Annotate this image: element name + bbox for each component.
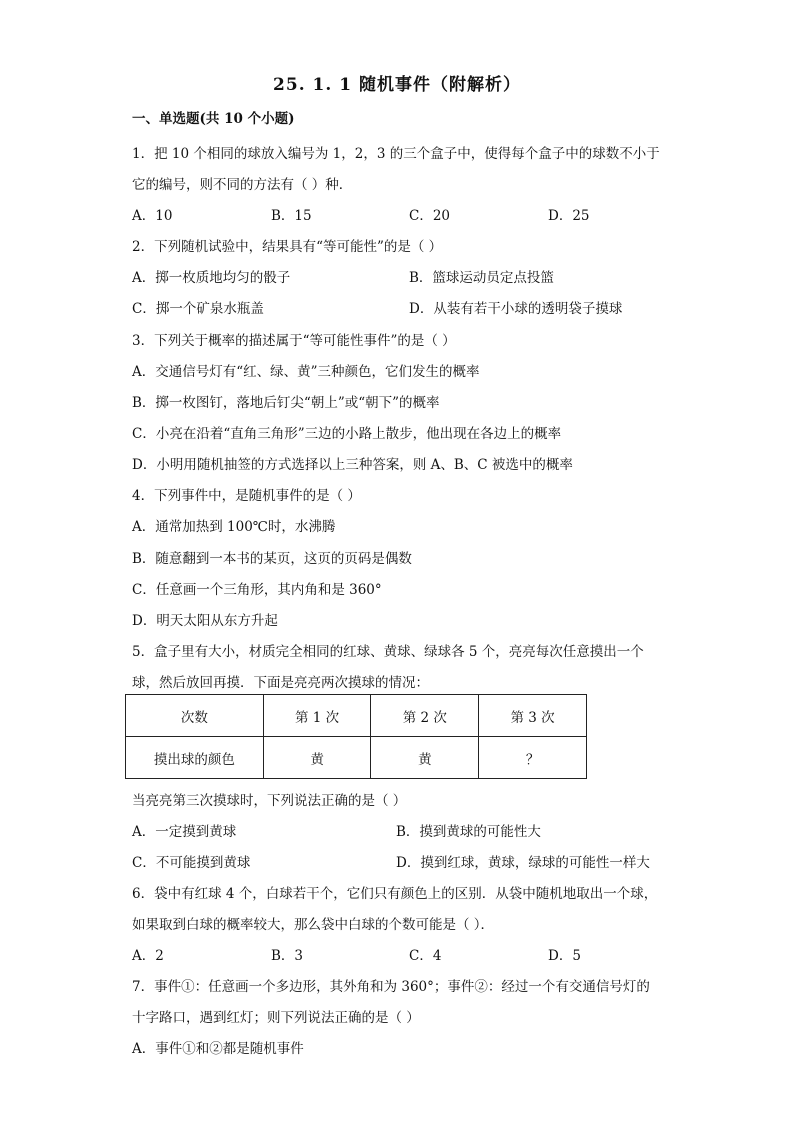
table-cell: 黄	[371, 737, 479, 779]
draw-record-table	[125, 694, 587, 779]
section-heading: 一、单选题(共 10 个小题)	[132, 111, 295, 127]
q1-option-d: D．25	[548, 208, 590, 224]
q5-stem-line1: 5．盒子里有大小，材质完全相同的红球、黄球、绿球各 5 个，亮亮每次任意摸出一个	[132, 644, 644, 660]
q6-option-c: C．4	[409, 948, 442, 964]
page-title: 25. 1. 1 随机事件（附解析）	[273, 75, 521, 95]
table-cell: 黄	[263, 737, 371, 779]
q5-stem-line3: 当亮亮第三次摸球时，下列说法正确的是（ ）	[132, 793, 407, 809]
q5-stem-line2: 球，然后放回再摸．下面是亮亮两次摸球的情况：	[132, 675, 429, 691]
q5-option-c: C．不可能摸到黄球	[132, 855, 251, 871]
table-header-cell: 第 3 次	[479, 695, 587, 737]
q5-option-a: A．一定摸到黄球	[132, 824, 237, 840]
table-header-row	[126, 695, 587, 737]
q4-option-b: B．随意翻到一本书的某页，这页的页码是偶数	[132, 551, 412, 567]
q7-stem-line1: 7．事件①：任意画一个多边形，其外角和为 360°；事件②：经过一个有交通信号灯的	[132, 979, 650, 995]
table-header-cell: 第 1 次	[263, 695, 371, 737]
table-header-cell: 次数	[126, 695, 264, 737]
q1-stem-line1: 1．把 10 个相同的球放入编号为 1，2，3 的三个盒子中，使得每个盒子中的球数不小于	[132, 146, 660, 162]
q2-option-c: C．掷一个矿泉水瓶盖	[132, 301, 264, 317]
table-cell: ？	[479, 737, 587, 779]
q4-option-d: D．明天太阳从东方升起	[132, 613, 278, 629]
q6-stem-line1: 6．袋中有红球 4 个，白球若干个，它们只有颜色上的区别．从袋中随机地取出一个球，	[132, 886, 658, 902]
q7-stem-line2: 十字路口，遇到红灯；则下列说法正确的是（ ）	[132, 1010, 420, 1026]
table-cell: 摸出球的颜色	[126, 737, 264, 779]
q7-option-a: A．事件①和②都是随机事件	[132, 1041, 304, 1057]
q5-option-b: B．摸到黄球的可能性大	[396, 824, 541, 840]
q2-stem-line1: 2．下列随机试验中，结果具有“等可能性”的是（ ）	[132, 239, 443, 255]
q5-option-d: D．摸到红球，黄球，绿球的可能性一样大	[396, 855, 650, 871]
q4-option-a: A．通常加热到 100℃时，水沸腾	[132, 519, 336, 535]
q4-stem-line1: 4．下列事件中，是随机事件的是（ ）	[132, 488, 361, 504]
q3-option-b: B．掷一枚图钉，落地后钉尖“朝上”或“朝下”的概率	[132, 395, 440, 411]
q2-option-a: A．掷一枚质地均匀的骰子	[132, 270, 291, 286]
q1-option-b: B．15	[271, 208, 312, 224]
q6-stem-line2: 如果取到白球的概率较大，那么袋中白球的个数可能是（ ）．	[132, 917, 495, 933]
q1-stem-line2: 它的编号，则不同的方法有（ ）种．	[132, 177, 353, 193]
q1-option-a: A．10	[132, 208, 173, 224]
table-row	[126, 737, 587, 779]
q6-option-b: B．3	[271, 948, 304, 964]
q1-option-c: C．20	[409, 208, 451, 224]
q3-option-c: C．小亮在沿着“直角三角形”三边的小路上散步，他出现在各边上的概率	[132, 426, 562, 442]
q3-stem-line1: 3．下列关于概率的描述属于“等可能性事件”的是（ ）	[132, 333, 456, 349]
q2-option-d: D．从装有若干小球的透明袋子摸球	[409, 301, 623, 317]
q3-option-d: D．小明用随机抽签的方式选择以上三种答案，则 A、B、C 被选中的概率	[132, 457, 573, 473]
q6-option-a: A．2	[132, 948, 164, 964]
q4-option-c: C．任意画一个三角形，其内角和是 360°	[132, 582, 382, 598]
q2-option-b: B．篮球运动员定点投篮	[409, 270, 554, 286]
q3-option-a: A．交通信号灯有“红、绿、黄”三种颜色，它们发生的概率	[132, 364, 480, 380]
q6-option-d: D．5	[548, 948, 581, 964]
table-header-cell: 第 2 次	[371, 695, 479, 737]
